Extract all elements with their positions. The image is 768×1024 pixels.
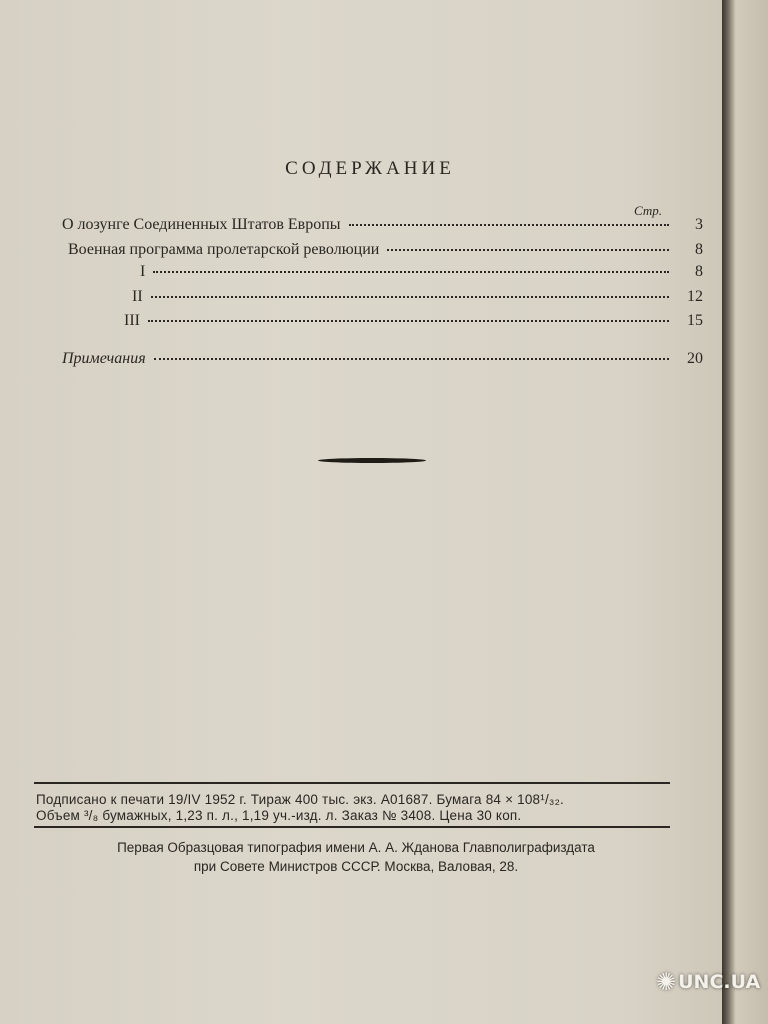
dot-leader [153,271,669,273]
toc-entry-page: 8 [695,263,703,280]
toc-entry-label: Военная программа пролетарской революции [68,241,380,258]
printer-line: Первая Образцовая типография имени А. А. Жданова Главполиграфиздата [117,840,595,855]
toc-entry [68,241,703,259]
page-edge [722,0,768,1024]
toc-entry-page: 12 [687,288,703,305]
watermark-text: UNC.UA [678,971,761,993]
toc-entry [62,350,703,368]
imprint-rule-bottom [34,826,670,828]
toc-entry [140,263,703,281]
imprint-rule-top [34,782,670,784]
printer-info [36,838,676,876]
dot-leader [387,249,669,251]
imprint-line: Подписано к печати 19/IV 1952 г. Тираж 400 тыс. экз. А01687. Бумага 84 × 108¹/₃₂. [36,792,564,807]
sunburst-logo-icon: ✺ [656,968,677,996]
dot-leader [151,296,669,298]
toc-entry-label: II [132,288,143,305]
toc-entry [124,312,703,330]
toc-entry-label: I [140,263,146,280]
dot-leader [148,320,669,322]
dot-leader [154,358,669,360]
toc-entry-page: 15 [687,312,703,329]
toc-entry-page: 20 [687,350,703,367]
toc-entry [132,288,703,306]
toc-entry-label: Примечания [62,350,146,367]
toc-entry [62,216,703,234]
toc-entry-page: 3 [695,216,703,233]
printer-line: при Совете Министров СССР. Москва, Валовая, 28. [193,859,519,874]
watermark [656,968,760,996]
toc-entry-page: 8 [695,241,703,258]
dot-leader [349,224,669,226]
toc-entry-label: III [124,312,140,329]
imprint-line: Объем ³/₈ бумажных, 1,23 п. л., 1,19 уч.-изд. л. Заказ № 3408. Цена 30 коп. [36,808,522,823]
toc-entry-label: О лозунге Соединенных Штатов Европы [62,216,341,233]
toc-title: СОДЕРЖАНИЕ [285,158,455,179]
ornament-divider [318,458,426,463]
page-column-label: Стр. [634,203,662,218]
